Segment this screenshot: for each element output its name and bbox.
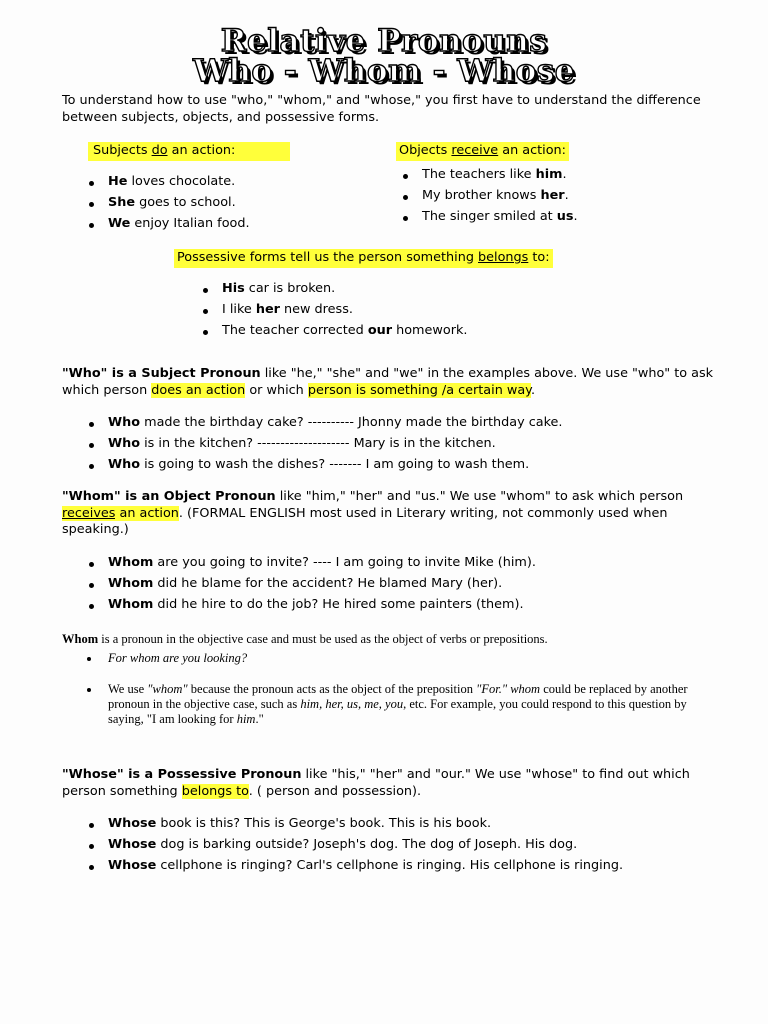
subjects-heading	[88, 142, 290, 160]
list-item: Whose cellphone is ringing? Carl's cellphone is ringing. His cellphone is ringing.	[108, 858, 623, 879]
whom-examples-list	[108, 555, 536, 618]
list-item: Whom are you going to invite? ---- I am going to invite Mike (him).	[108, 555, 536, 576]
objects-heading-key: receive	[451, 143, 499, 158]
subjects-list	[108, 174, 250, 237]
possessive-heading	[174, 249, 553, 268]
list-item: My brother knows her.	[422, 188, 578, 209]
list-item: Whose dog is barking outside? Joseph's dog. The dog of Joseph. His dog.	[108, 837, 623, 858]
title-line-2: Who - Whom - Whose	[193, 53, 575, 89]
subjects-heading-post: an action:	[167, 143, 236, 158]
list-item: The singer smiled at us.	[422, 209, 578, 230]
list-item: He loves chocolate.	[108, 174, 250, 195]
list-item: For whom are you looking?	[108, 651, 688, 666]
list-item: Whose book is this? This is George's book. This is his book.	[108, 816, 623, 837]
subjects-heading-pre: Subjects	[93, 143, 152, 158]
objects-heading-post: an action:	[498, 143, 566, 158]
objects-list	[422, 167, 578, 230]
whom-paragraph: "Whom" is an Object Pronoun like "him," "her" and "us." We use "whom" to ask which person receives an action. (FORMAL ENGLISH most used in Literary writing, not commonly used when speaking.)	[62, 489, 684, 538]
list-item: We use "whom" because the pronoun acts as the object of the preposition "For." whom could be replaced by another pronoun in the objective case, such as him, her, us, me, you, etc. For example, you could respond to this question by saying, "I am looking for him."	[108, 682, 688, 726]
list-item: Who is going to wash the dishes? ------- I am going to wash them.	[108, 457, 562, 478]
list-item: His car is broken.	[222, 281, 467, 302]
possessive-heading-key: belongs	[478, 250, 529, 265]
who-examples-list	[108, 415, 562, 478]
whom-note-paragraph: Whom is a pronoun in the objective case and must be used as the object of verbs or prepositions.	[62, 632, 548, 646]
subjects-heading-key: do	[151, 143, 168, 158]
whose-paragraph: "Whose" is a Possessive Pronoun like "his," "her" and "our." We use "whose" to find out which person something belongs to. ( person and possession).	[62, 767, 690, 799]
list-item: Whom did he hire to do the job? He hired some painters (them).	[108, 597, 536, 618]
list-item: The teachers like him.	[422, 167, 578, 188]
whose-examples-list	[108, 816, 623, 879]
objects-heading-pre: Objects	[399, 143, 452, 158]
who-paragraph: "Who" is a Subject Pronoun like "he," "she" and "we" in the examples above. We use "who" to ask which person does an action or which person is something /a certain way.	[62, 366, 714, 398]
list-item: She goes to school.	[108, 195, 250, 216]
title-line-1: Relative Pronouns	[220, 23, 548, 59]
possessive-heading-post: to:	[528, 250, 550, 265]
possessive-heading-pre: Possessive forms tell us the person something	[177, 250, 479, 265]
list-item: Who made the birthday cake? ---------- Jhonny made the birthday cake.	[108, 415, 562, 436]
list-item: We enjoy Italian food.	[108, 216, 250, 237]
list-item: Who is in the kitchen? -------------------- Mary is in the kitchen.	[108, 436, 562, 457]
possessive-list	[222, 281, 467, 344]
list-item: I like her new dress.	[222, 302, 467, 323]
whom-note-list	[108, 651, 688, 727]
objects-heading	[396, 142, 569, 161]
list-item: Whom did he blame for the accident? He blamed Mary (her).	[108, 576, 536, 597]
list-item: The teacher corrected our homework.	[222, 323, 467, 344]
intro-paragraph: To understand how to use "who," "whom," and "whose," you first have to understand the difference between subjects, objects, and possessive forms.	[62, 93, 701, 125]
